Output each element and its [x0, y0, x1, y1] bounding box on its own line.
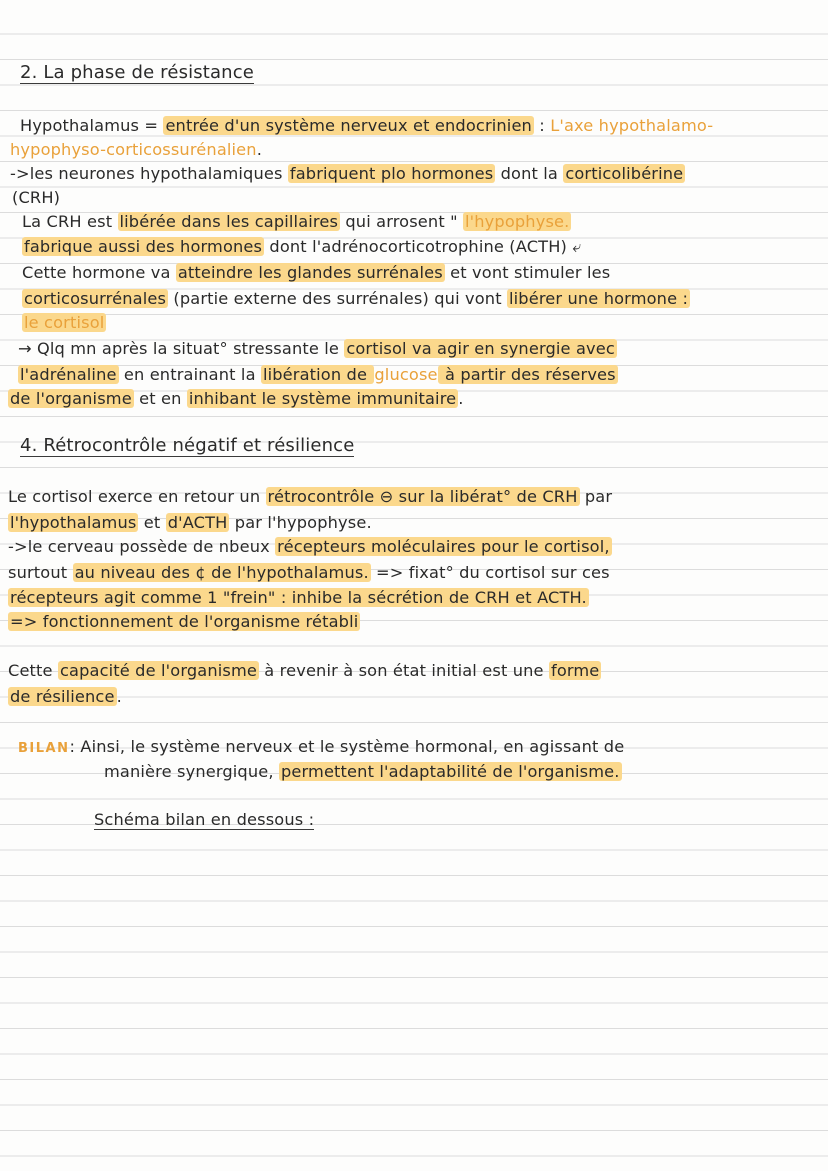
para1-line7: Cette hormone va atteindre les glandes surrénales et vont stimuler les [22, 263, 611, 282]
bilan-line1: BILAN: Ainsi, le système nerveux et le système hormonal, en agissant de [18, 737, 625, 756]
para1-line4: (CRH) [12, 188, 61, 207]
para4-line1: Cette capacité de l'organisme à revenir à son état initial est une forme [8, 661, 600, 680]
para3-line3: ->le cerveau possède de nbeux récepteurs moléculaires pour le cortisol, [8, 537, 610, 556]
section4-title: 4. Rétrocontrôle négatif et résilience [20, 435, 355, 456]
para1-line5: La CRH est libérée dans les capillaires qui arrosent " l'hypophyse. [22, 212, 570, 231]
para2-line3: de l'organisme et en inhibant le système immunitaire . [10, 389, 464, 408]
bilan-schema: Schéma bilan en dessous : [94, 810, 315, 829]
para1-line3: ->les neurones hypothalamiques fabriquent plo hormones dont la corticolibérine [10, 164, 684, 183]
para3-line1: Le cortisol exerce en retour un rétrocontrôle ⊖ sur la libérat° de CRH par [8, 487, 613, 506]
para1-line9: le cortisol [24, 313, 105, 332]
para3-line6: => fonctionnement de l'organisme rétabli [10, 612, 359, 631]
curved-arrow-icon: ⤶ [572, 237, 582, 256]
para3-line5: récepteurs agit comme 1 "frein" : inhibe la sécrétion de CRH et ACTH. [10, 588, 587, 607]
para1-line8: corticosurrénales (partie externe des surrénales) qui vont libérer une hormone : [24, 289, 689, 308]
para1-line1: Hypothalamus = entrée d'un système nerveux et endocrinien : L'axe hypothalamo- [20, 116, 714, 135]
section2-title: 2. La phase de résistance [20, 62, 254, 83]
para2-line1: → Qlq mn après la situat° stressante le cortisol va agir en synergie avec [18, 339, 615, 358]
para1-line6: fabrique aussi des hormones dont l'adrénocorticotrophine (ACTH) ⤶ [24, 237, 582, 256]
para3-line2: l'hypothalamus et d'ACTH par l'hypophyse. [10, 513, 372, 532]
para3-line4: surtout au niveau des ¢ de l'hypothalamus. => fixat° du cortisol sur ces [8, 563, 610, 582]
bilan-line2: manière synergique, permettent l'adaptabilité de l'organisme. [104, 762, 620, 781]
para2-line2: l'adrénaline en entrainant la libération de glucose à partir des réserves [20, 365, 616, 384]
para4-line2: de résilience . [10, 687, 122, 706]
para1-line2: hypophyso-corticossurénalien. [10, 140, 262, 159]
bilan-label: BILAN [18, 741, 70, 756]
